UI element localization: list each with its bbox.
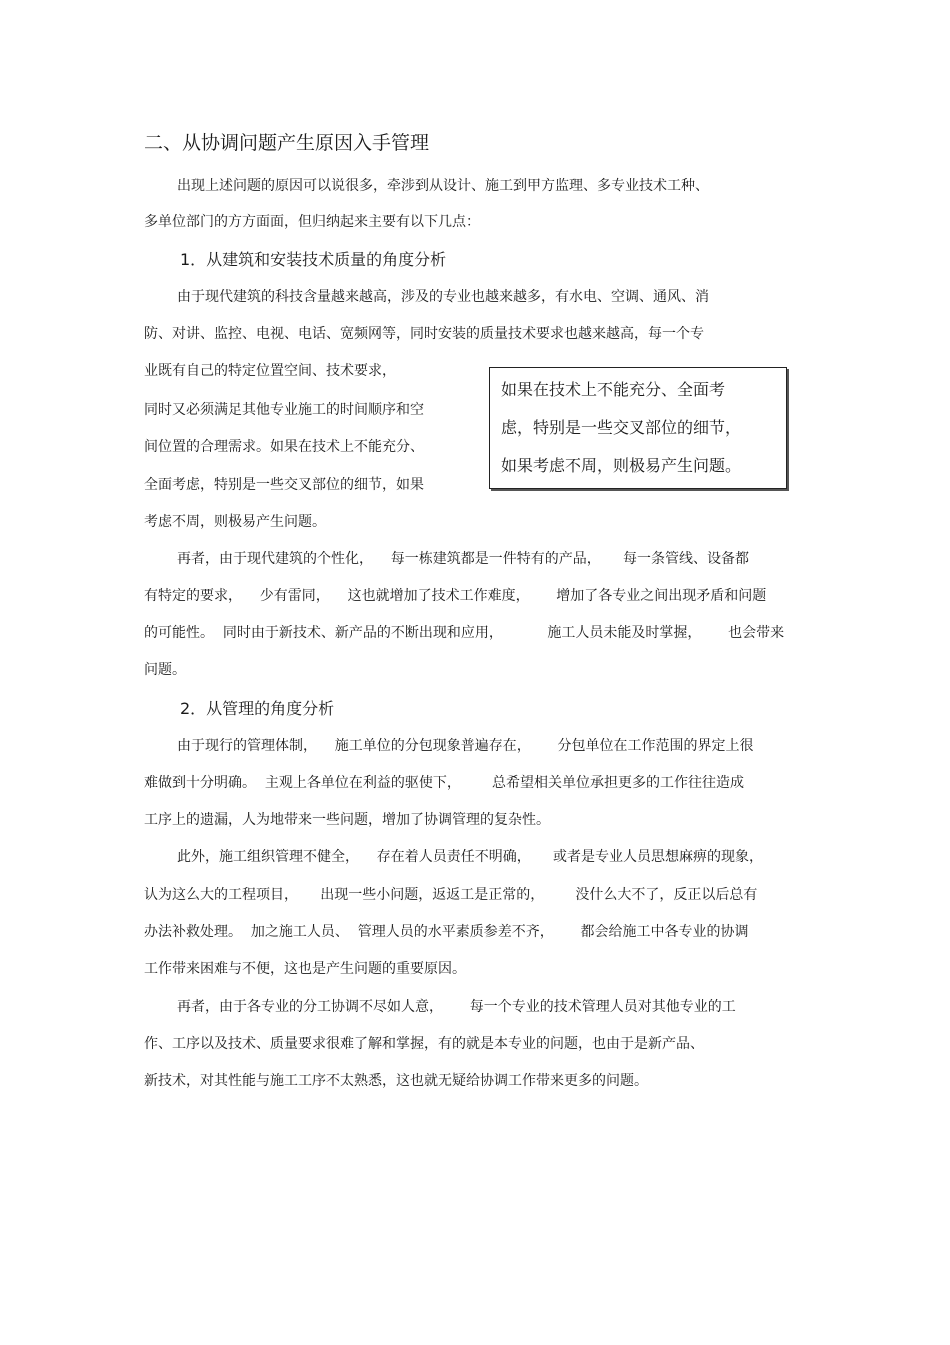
para-line: 再者，由于各专业的分工协调不尽如人意， 每一个专业的技术管理人员对其他专业的工 <box>177 999 736 1015</box>
para-line: 同时又必须满足其他专业施工的时间顺序和空 <box>144 402 424 418</box>
para-line: 的可能性。 同时由于新技术、新产品的不断出现和应用， 施工人员未能及时掌握， 也会带来 <box>144 625 785 641</box>
subsection-title-1: 1．从建筑和安装技术质量的角度分析 <box>180 250 447 269</box>
para-line: 全面考虑，特别是一些交叉部位的细节，如果 <box>144 477 424 493</box>
para-line: 再者，由于现代建筑的个性化， 每一栋建筑都是一件特有的产品， 每一条管线、设备都 <box>177 551 750 567</box>
para-line: 难做到十分明确。 主观上各单位在利益的驱使下， 总希望相关单位承担更多的工作往往造成 <box>144 775 745 791</box>
para-line: 防、对讲、监控、电视、电话、宽频网等，同时安装的质量技术要求也越来越高，每一个专 <box>144 326 704 342</box>
para-line: 作、工序以及技术、质量要求很难了解和掌握，有的就是本专业的问题，也由于是新产品、 <box>144 1036 704 1052</box>
para-line: 新技术，对其性能与施工工序不太熟悉，这也就无疑给协调工作带来更多的问题。 <box>144 1073 648 1089</box>
callout-line-3: 如果考虑不周，则极易产生问题。 <box>501 456 742 475</box>
para-line: 工作带来困难与不便，这也是产生问题的重要原因。 <box>144 961 466 977</box>
callout-line-1: 如果在技术上不能充分、全面考 <box>501 380 726 399</box>
para-line: 间位置的合理需求。如果在技术上不能充分、 <box>144 439 424 455</box>
para-line: 问题。 <box>144 662 186 678</box>
callout-box <box>489 367 787 489</box>
callout-line-2: 虑，特别是一些交叉部位的细节， <box>501 418 742 437</box>
para-line: 工序上的遗漏，人为地带来一些问题，增加了协调管理的复杂性。 <box>144 812 550 828</box>
section-heading: 二、从协调问题产生原因入手管理 <box>144 132 430 154</box>
intro-line-1: 出现上述问题的原因可以说很多，牵涉到从设计、施工到甲方监理、多专业技术工种、 <box>177 178 709 194</box>
para-line: 办法补救处理。 加之施工人员、 管理人员的水平素质参差不齐， 都会给施工中各专业的协调 <box>144 924 749 940</box>
para-line: 由于现行的管理体制， 施工单位的分包现象普遍存在， 分包单位在工作范围的界定上很 <box>177 738 754 754</box>
para-line: 认为这么大的工程项目， 出现一些小问题，返返工是正常的， 没什么大不了，反正以后总有 <box>144 887 758 903</box>
para-line: 有特定的要求， 少有雷同， 这也就增加了技术工作难度， 增加了各专业之间出现矛盾和问题 <box>144 588 767 604</box>
para-line: 考虑不周，则极易产生问题。 <box>144 514 326 530</box>
subsection-title-2: 2．从管理的角度分析 <box>180 699 335 718</box>
para-line: 此外，施工组织管理不健全， 存在着人员责任不明确， 或者是专业人员思想麻痹的现象， <box>177 849 764 865</box>
intro-line-2: 多单位部门的方方面面，但归纳起来主要有以下几点： <box>144 214 480 230</box>
para-line: 业既有自己的特定位置空间、技术要求， <box>144 363 396 379</box>
para-line: 由于现代建筑的科技含量越来越高，涉及的专业也越来越多，有水电、空调、通风、消 <box>177 289 709 305</box>
